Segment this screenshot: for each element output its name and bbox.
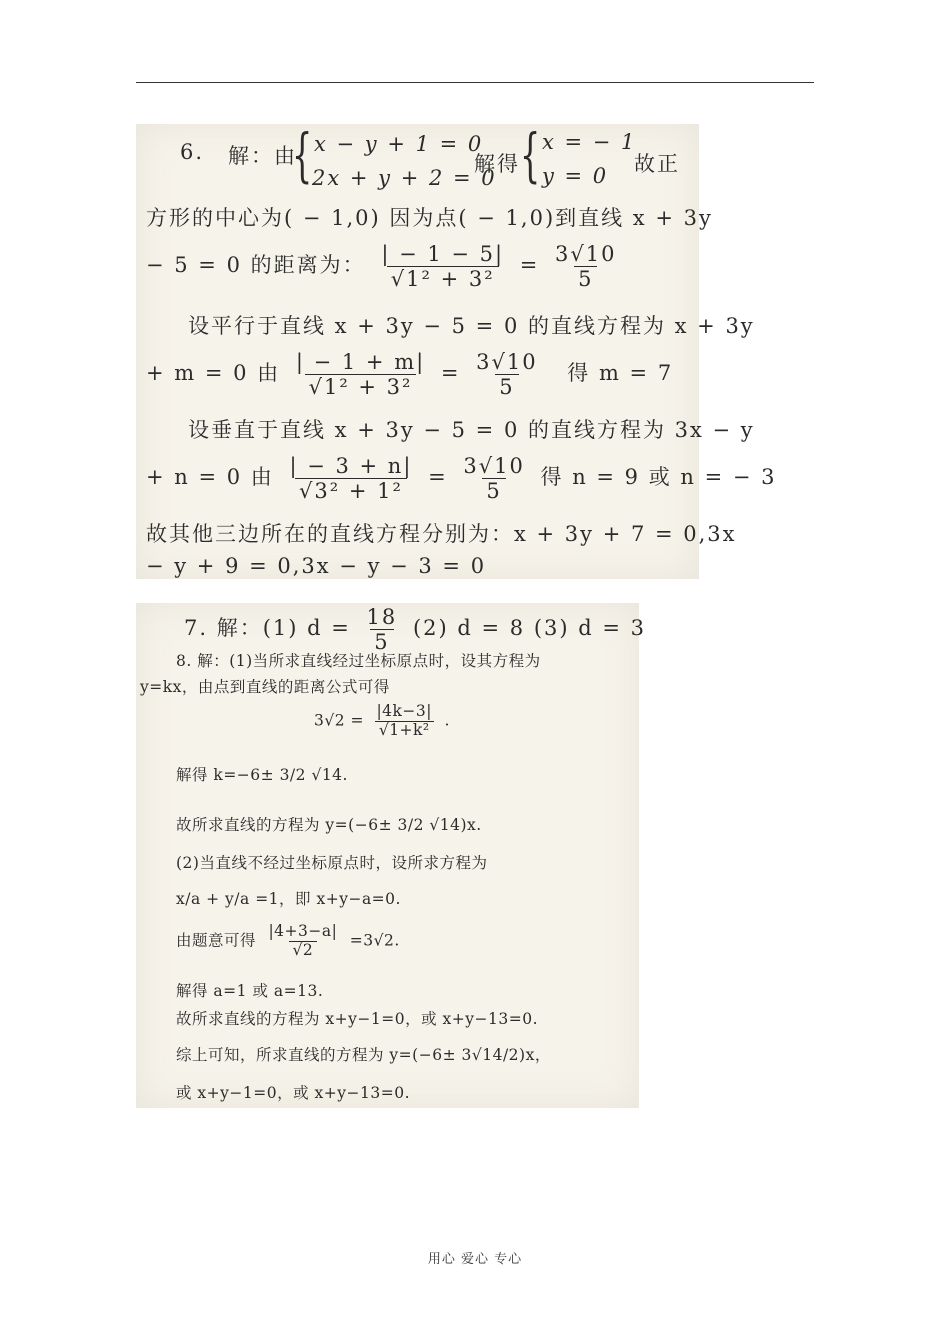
fraction-denominator: 5 [370, 629, 393, 654]
solution-line-10: − y + 9 = 0,3x − y − 3 = 0 [146, 554, 487, 578]
scan-image-problem-6 [136, 121, 777, 579]
page-footer: 用心 爱心 专心 [427, 1252, 523, 1267]
solution-line-7: 设垂直于直线 x + 3y − 5 = 0 的直线方程为 3x − y [188, 418, 755, 442]
system-brace-right: { [520, 121, 541, 189]
system-brace-left: { [292, 121, 313, 189]
fraction-denominator: √1+k² [375, 721, 434, 740]
line6-prefix: + m = 0 由 [146, 361, 281, 386]
line8-result: 得 n = 9 或 n = − 3 [540, 465, 777, 490]
solution-line-3: 方形的中心为( − 1,0) 因为点( − 1,0)到直线 x + 3y [146, 206, 713, 230]
distance-fraction-1 [377, 242, 508, 291]
therefore-text: 故正 [634, 152, 680, 176]
fraction-numerator: | − 1 − 5| [381, 242, 505, 266]
distance-fraction-3 [285, 454, 416, 503]
fraction-numerator: 3√10 [463, 454, 525, 478]
fraction-numerator: |4k−3| [376, 702, 433, 720]
scan-image-problems-7-8 [136, 603, 646, 1108]
fraction-numerator: 3√10 [476, 350, 538, 374]
condition-rhs: =3√2. [349, 931, 400, 950]
q8-part-2: (2)当直线不经过坐标原点时，设所求方程为 [176, 854, 488, 872]
system1-line1: x − y + 1 = 0 [314, 132, 484, 156]
system1-line2: 2x + y + 2 = 0 [312, 166, 497, 190]
q8-solve-a: 解得 a=1 或 a=13. [176, 982, 324, 1000]
header-rule [136, 82, 814, 83]
line8-prefix: + n = 0 由 [146, 465, 274, 490]
condition-prefix: 由题意可得 [176, 931, 257, 950]
eq1-period: . [444, 711, 450, 730]
fraction-denominator: 5 [482, 478, 505, 503]
system2-line1: x = − 1 [542, 130, 637, 154]
q6-label: 6. [180, 140, 205, 164]
distance-result-2 [472, 350, 541, 399]
solution-line-5: 设平行于直线 x + 3y − 5 = 0 的直线方程为 x + 3y [188, 314, 755, 338]
q8-condition [176, 923, 400, 960]
line6-result: 得 m = 7 [567, 361, 674, 386]
solved-get: 解得 [474, 152, 520, 176]
q8-result-1: 故所求直线的方程为 y=(−6± 3/2 √14)x. [176, 816, 482, 834]
q8-line-2: y=kx，由点到直线的距离公式可得 [140, 678, 390, 696]
system2-line2: y = 0 [542, 164, 609, 188]
distance-result-3 [459, 454, 528, 503]
fraction-denominator: √2 [289, 941, 318, 960]
fraction-denominator: √1² + 3² [387, 266, 499, 291]
line4-prefix: − 5 = 0 的距离为： [146, 253, 366, 278]
q8-summary: 综上可知，所求直线的方程为 y=(−6± 3√14/2)x， [176, 1046, 551, 1064]
q8-intercept-form: x/a + y/a =1，即 x+y−a=0. [176, 890, 401, 908]
solve-by: 解：由 [228, 144, 297, 168]
q8-line-1: 8. 解：(1)当所求直线经过坐标原点时，设其方程为 [176, 652, 541, 670]
q8-final: 或 x+y−1=0，或 x+y−13=0. [176, 1084, 411, 1102]
fraction-numerator: 3√10 [555, 242, 617, 266]
fraction-numerator: | − 3 + n| [289, 454, 413, 478]
fraction-denominator: 5 [495, 374, 518, 399]
distance-fraction-2 [292, 350, 429, 399]
solution-line-9: 故其他三边所在的直线方程分别为：x + 3y + 7 = 0,3x [146, 522, 737, 546]
solution-line-6: + m = 0 由 $\frac{| - 1 + m|}{\text{√1² + 3²}}$ = $\frac{3√10}{5}$ 得 m = 7 [146, 350, 674, 400]
solution-line-4: − 5 = 0 的距离为： $\frac{| - 1 - 5|}{\text{√1² + 3²}}$ = $\frac{3√10}{5}$ [146, 242, 624, 291]
distance-result-1 [551, 242, 620, 291]
fraction-numerator: |4+3−a| [268, 922, 338, 940]
eq1-fraction [372, 703, 436, 740]
q7-prefix: 7. 解：(1) d = [184, 616, 351, 641]
q8-equation-1 [314, 703, 450, 740]
q7-line [184, 605, 646, 654]
q8-solve-k: 解得 k=−6± 3/2 √14. [176, 766, 348, 784]
fraction-denominator: √3² + 1² [295, 478, 407, 503]
fraction-numerator: 18 [366, 605, 398, 629]
q7-rest: (2) d = 8 (3) d = 3 [412, 616, 646, 641]
condition-fraction [264, 923, 341, 960]
eq1-left: 3√2 = [314, 711, 365, 730]
q7-fraction [363, 605, 402, 654]
fraction-denominator: 5 [574, 266, 597, 291]
fraction-denominator: √1² + 3² [305, 374, 417, 399]
q8-result-2: 故所求直线的方程为 x+y−1=0，或 x+y−13=0. [176, 1010, 539, 1028]
fraction-numerator: | − 1 + m| [295, 350, 426, 374]
solution-line-8: + n = 0 由 $\frac{| - 3 + n|}{\text{√3² + 1²}}$ = $\frac{3√10}{5}$ 得 n = 9 或 n = − 3 [146, 454, 777, 504]
